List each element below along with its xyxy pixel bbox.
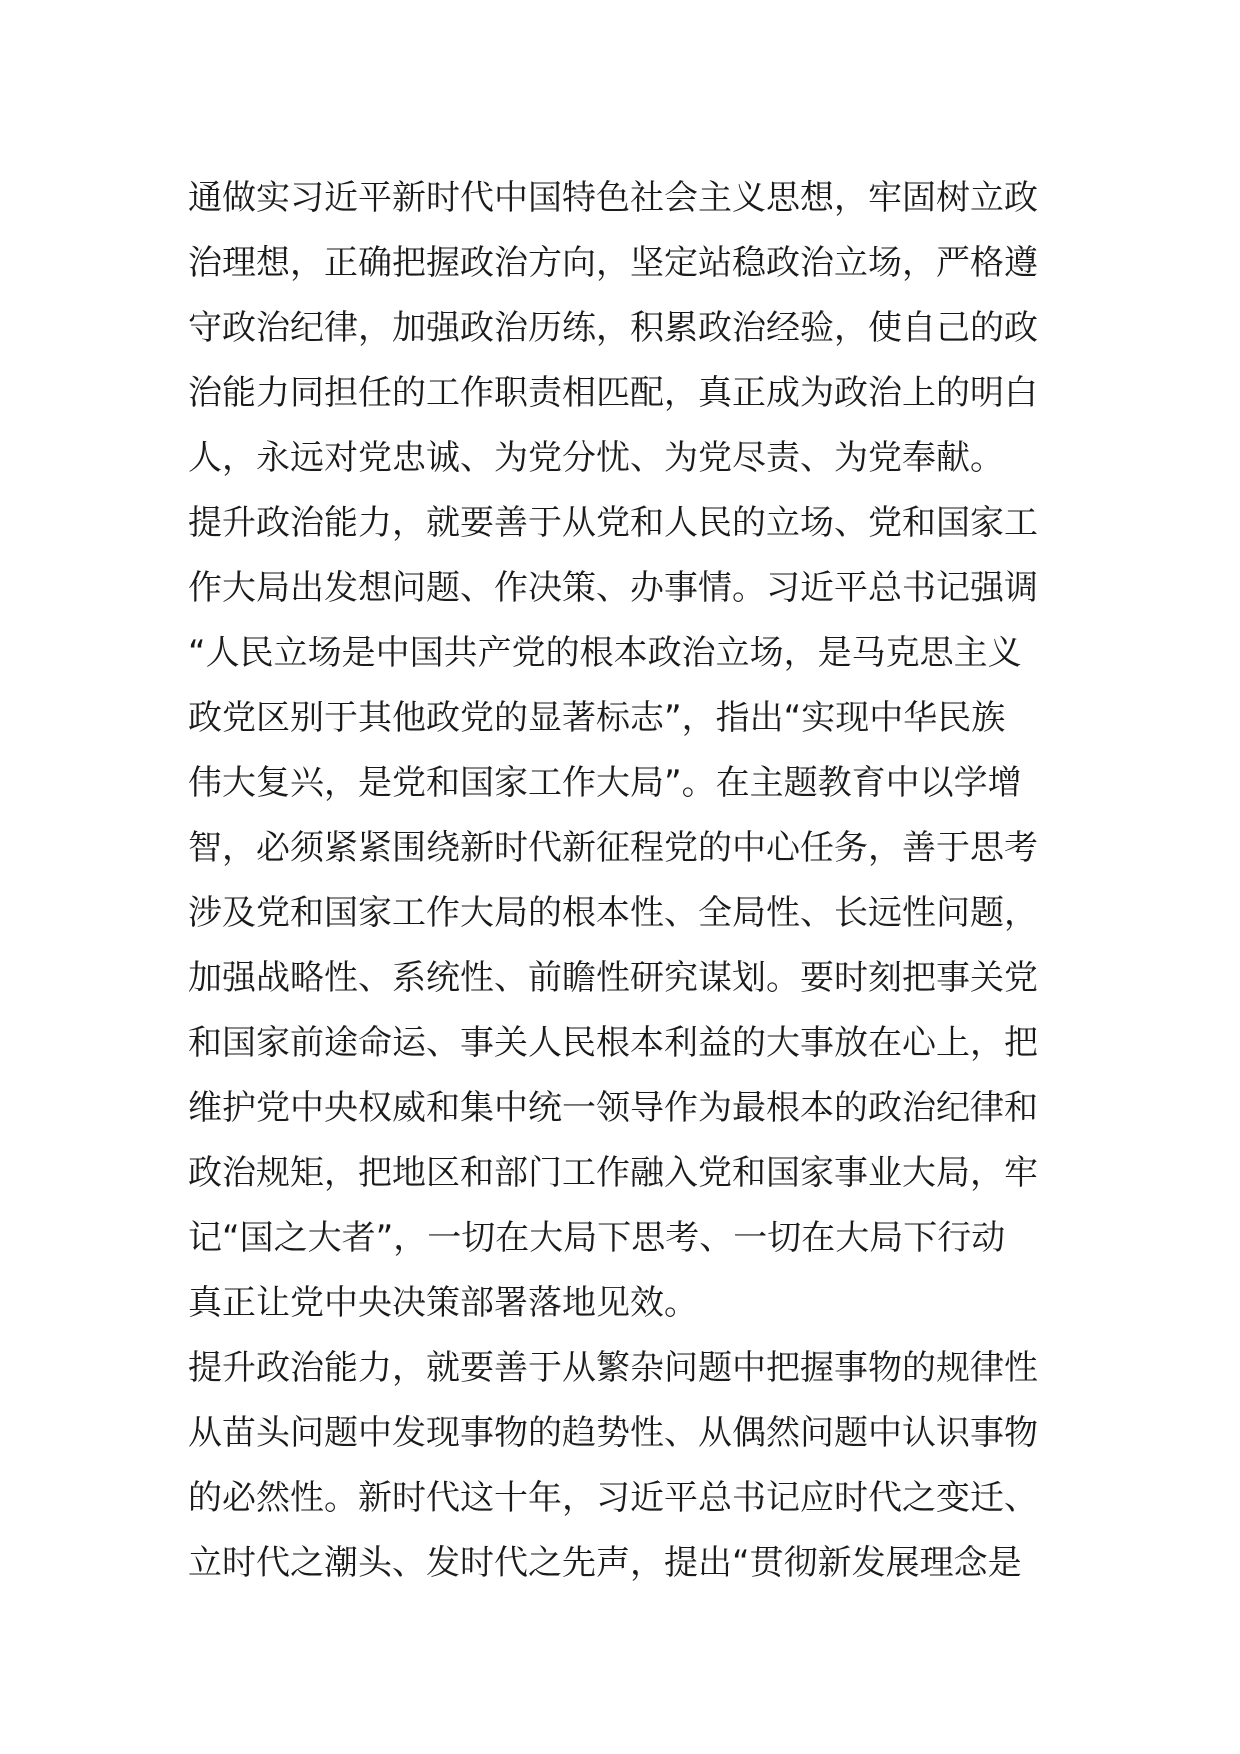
text-line: 提升政治能力，就要善于从繁杂问题中把握事物的规律性 (188, 1348, 1038, 1388)
text-line: 人，永远对党忠诚、为党分忧、为党尽责、为党奉献。 (188, 438, 1004, 478)
text-line: 从苗头问题中发现事物的趋势性、从偶然问题中认识事物 (188, 1413, 1038, 1453)
text-line: 和国家前途命运、事关人民根本利益的大事放在心上，把 (188, 1023, 1038, 1063)
text-line: 涉及党和国家工作大局的根本性、全局性、长远性问题， (188, 893, 1038, 933)
text-line: 政治规矩，把地区和部门工作融入党和国家事业大局，牢 (188, 1153, 1038, 1193)
text-line: 加强战略性、系统性、前瞻性研究谋划。要时刻把事关党 (188, 958, 1038, 998)
text-line: 记“国之大者”，一切在大局下思考、一切在大局下行动 (188, 1218, 1006, 1258)
text-line: 的必然性。新时代这十年，习近平总书记应时代之变迁、 (188, 1478, 1038, 1518)
text-line: “人民立场是中国共产党的根本政治立场，是马克思主义 (188, 633, 1022, 673)
text-line: 维护党中央权威和集中统一领导作为最根本的政治纪律和 (188, 1088, 1038, 1128)
text-line: 立时代之潮头、发时代之先声，提出“贯彻新发展理念是 (188, 1543, 1022, 1583)
text-line: 治理想，正确把握政治方向，坚定站稳政治立场，严格遵 (188, 243, 1038, 283)
text-line: 政党区别于其他政党的显著标志”，指出“实现中华民族 (188, 698, 1006, 738)
text-line: 真正让党中央决策部署落地见效。 (188, 1283, 698, 1323)
text-line: 守政治纪律，加强政治历练，积累政治经验，使自己的政 (188, 308, 1038, 348)
text-line: 作大局出发想问题、作决策、办事情。习近平总书记强调 (188, 568, 1038, 608)
text-line: 伟大复兴，是党和国家工作大局”。在主题教育中以学增 (188, 763, 1022, 803)
text-line: 治能力同担任的工作职责相匹配，真正成为政治上的明白 (188, 373, 1038, 413)
text-line: 智，必须紧紧围绕新时代新征程党的中心任务，善于思考 (188, 828, 1038, 868)
document-body (188, 166, 1068, 1596)
text-line: 提升政治能力，就要善于从党和人民的立场、党和国家工 (188, 503, 1038, 543)
text-line: 通做实习近平新时代中国特色社会主义思想，牢固树立政 (188, 178, 1038, 218)
